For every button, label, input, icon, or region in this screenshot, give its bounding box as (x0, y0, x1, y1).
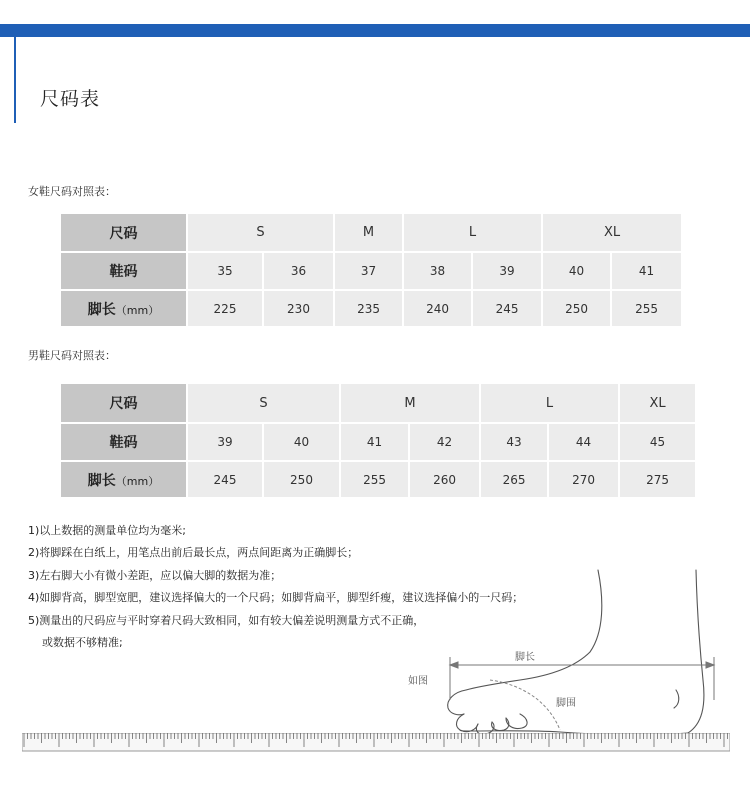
foot-length-label: 脚长 (87, 301, 116, 318)
shoe-size-cell: 39 (472, 252, 542, 290)
page-title: 尺码表 (40, 88, 101, 110)
ruler-body (22, 733, 730, 751)
toe-outline (506, 714, 527, 729)
size-cell-s: S (187, 213, 334, 252)
size-cell-s: S (187, 383, 340, 423)
table-row (60, 423, 696, 461)
unit-label: （mm） (115, 303, 160, 317)
foot-length-cell: 275 (619, 461, 696, 498)
length-label: 脚长 (515, 652, 535, 663)
circumference-arc (490, 680, 560, 730)
table-row (60, 252, 682, 290)
foot-length-cell: 230 (263, 290, 334, 327)
size-cell-l: L (403, 213, 542, 252)
shoe-size-cell: 44 (548, 423, 619, 461)
title-accent-rule (14, 37, 16, 123)
foot-length-cell: 245 (187, 461, 263, 498)
foot-length-label: 脚长 (87, 472, 116, 489)
foot-length-cell: 250 (263, 461, 340, 498)
note-line: 或数据不够精准; (42, 636, 123, 650)
unit-label: （mm） (115, 474, 160, 488)
row-label-foot (60, 461, 187, 498)
foot-length-cell: 240 (403, 290, 472, 327)
arrow-right-icon (706, 662, 714, 668)
foot-outline-heel (688, 570, 704, 733)
top-accent-bar (0, 24, 750, 37)
size-cell-l: L (480, 383, 619, 423)
foot-length-cell: 245 (472, 290, 542, 327)
foot-length-cell: 235 (334, 290, 403, 327)
shoe-size-cell: 35 (187, 252, 263, 290)
shoe-size-cell: 42 (409, 423, 480, 461)
foot-length-cell: 260 (409, 461, 480, 498)
shoe-size-cell: 38 (403, 252, 472, 290)
foot-length-cell: 255 (611, 290, 682, 327)
men-size-table (59, 382, 697, 499)
shoe-size-cell: 41 (340, 423, 409, 461)
reference-label: 如图 (408, 676, 428, 687)
size-cell-xl: XL (542, 213, 682, 252)
women-table-caption: 女鞋尺码对照表： (28, 185, 116, 198)
foot-length-cell: 255 (340, 461, 409, 498)
shoe-size-cell: 40 (263, 423, 340, 461)
foot-length-cell: 270 (548, 461, 619, 498)
shoe-size-cell: 40 (542, 252, 611, 290)
table-row (60, 290, 682, 327)
measurement-notes (28, 520, 523, 654)
shoe-size-cell: 37 (334, 252, 403, 290)
row-label-size: 尺码 (60, 383, 187, 423)
table-row (60, 213, 682, 252)
circumference-label: 脚围 (556, 698, 576, 709)
men-table-caption: 男鞋尺码对照表： (28, 349, 116, 362)
note-line: 4)如脚背高，脚型宽肥，建议选择偏大的一个尺码；如脚背扁平，脚型纤瘦，建议选择偏小的一尺码； (28, 591, 524, 605)
foot-length-cell: 225 (187, 290, 263, 327)
row-label-size: 尺码 (60, 213, 187, 252)
note-line: 5)测量出的尺码应与平时穿着尺码大致相同，如有较大偏差说明测量方式不正确， (28, 613, 425, 627)
shoe-size-cell: 39 (187, 423, 263, 461)
row-label-shoe: 鞋码 (60, 252, 187, 290)
note-line: 3)左右脚大小有微小差距，应以偏大脚的数据为准； (28, 568, 282, 582)
ruler (22, 733, 730, 753)
ankle-outline (674, 690, 679, 708)
foot-length-cell: 265 (480, 461, 548, 498)
note-line: 2)将脚踩在白纸上，用笔点出前后最长点，两点间距离为正确脚长； (28, 546, 359, 560)
row-label-shoe: 鞋码 (60, 423, 187, 461)
arrow-left-icon (450, 662, 458, 668)
size-cell-m: M (334, 213, 403, 252)
note-line: 1)以上数据的测量单位均为毫米; (28, 524, 186, 537)
table-row (60, 383, 696, 423)
size-cell-m: M (340, 383, 480, 423)
women-size-table (59, 212, 683, 328)
shoe-size-cell: 41 (611, 252, 682, 290)
shoe-size-cell: 36 (263, 252, 334, 290)
foot-length-cell: 250 (542, 290, 611, 327)
shoe-size-cell: 43 (480, 423, 548, 461)
table-row (60, 461, 696, 498)
row-label-foot (60, 290, 187, 327)
shoe-size-cell: 45 (619, 423, 696, 461)
toe-outline (457, 714, 478, 732)
size-cell-xl: XL (619, 383, 696, 423)
